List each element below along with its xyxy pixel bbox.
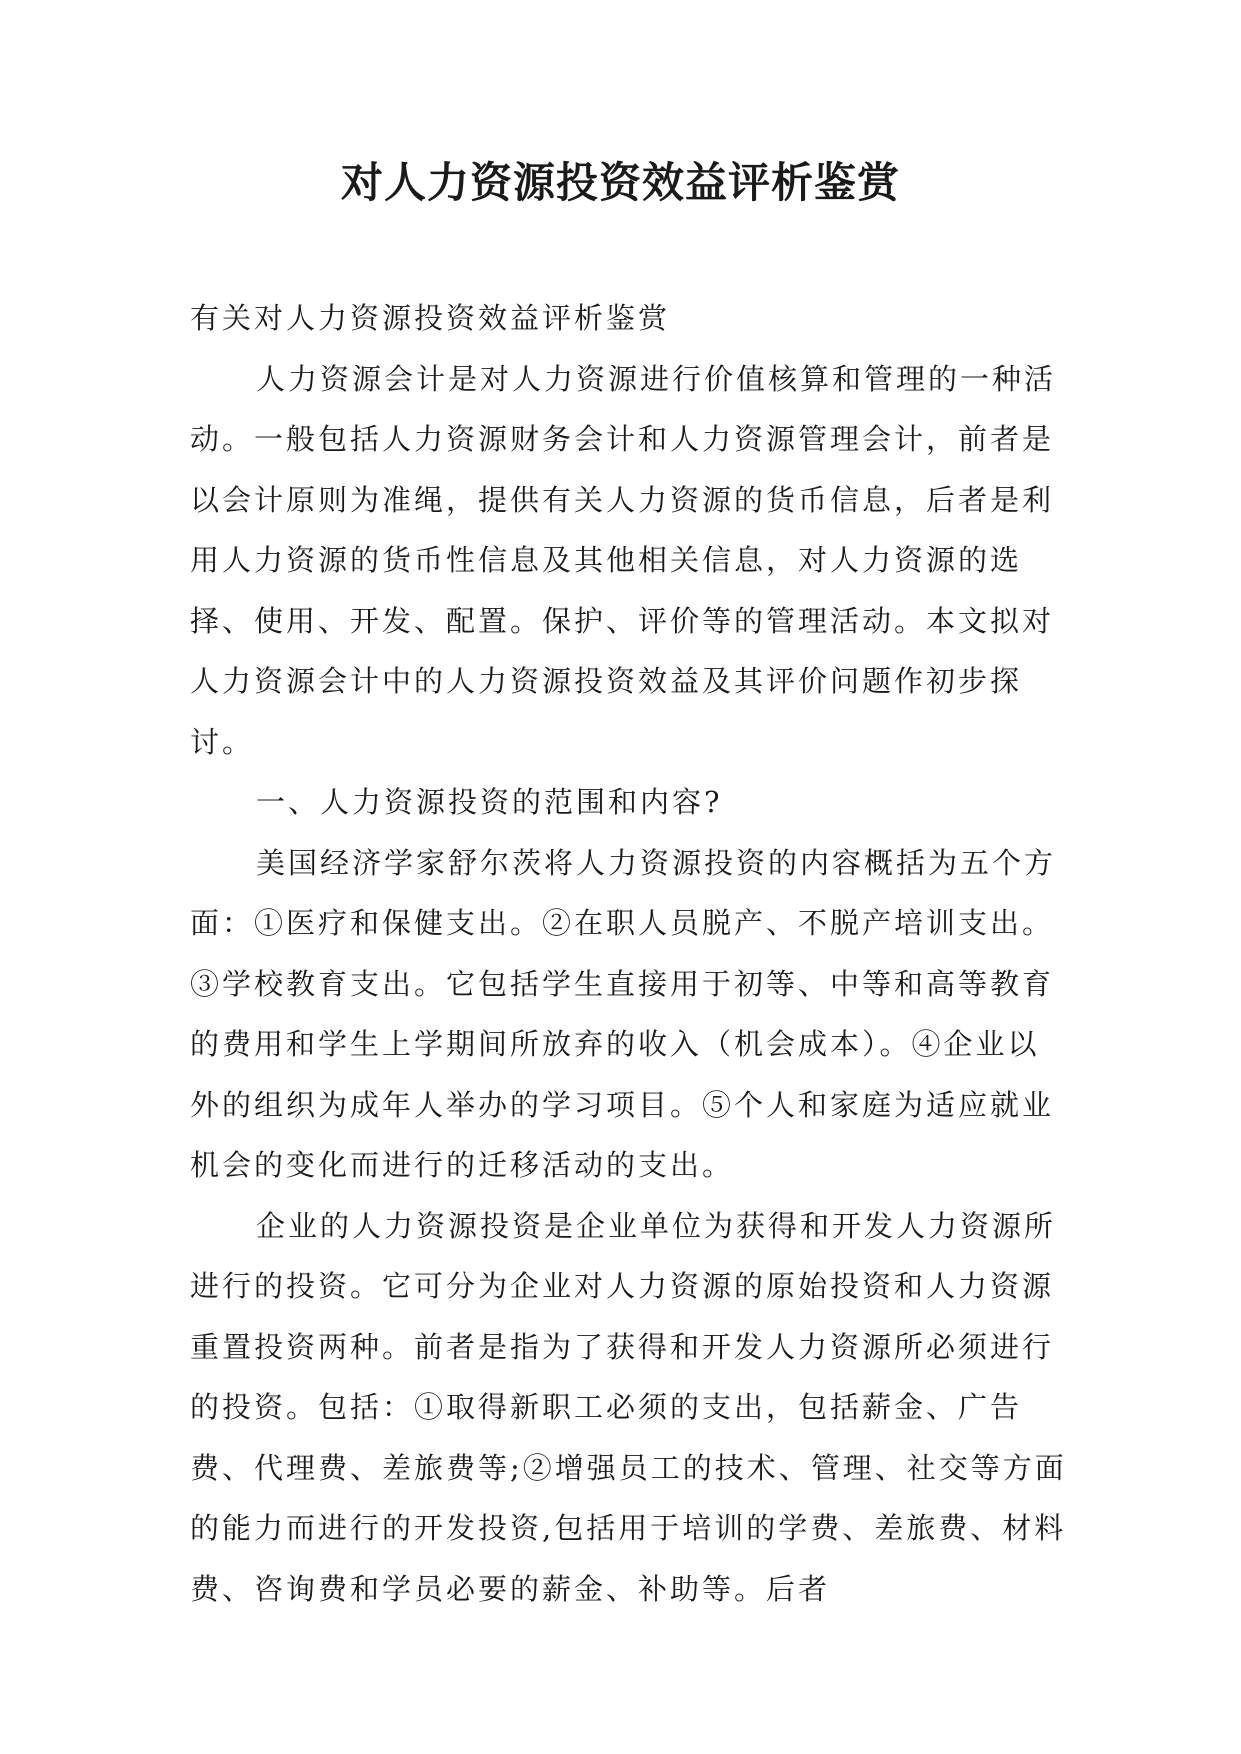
paragraph-schultz: 美国经济学家舒尔茨将人力资源投资的内容概括为五个方面：①医疗和保健支出。②在职人员脱产、不脱产培训支出。③学校教育支出。它包括学生直接用于初等、中等和高等教育的费用和学生上学期间所放弃的收入（机会成本）。④企业以外的组织为成年人举办的学习项目。⑤个人和家庭为适应就业机会的变化而进行的迁移活动的支出。: [190, 845, 1057, 1182]
document-body: [190, 288, 1070, 1619]
paragraph-enterprise-investment: 企业的人力资源投资是企业单位为获得和开发人力资源所进行的投资。它可分为企业对人力资源的原始投资和人力资源重置投资两种。前者是指为了获得和开发人力资源所必须进行的投资。包括：①取得新职工必须的支出，包括薪金、广告费、代理费、差旅费等;②增强员工的技术、管理、社交等方面的能力而进行的开发投资,包括用于培训的学费、差旅费、材料费、咨询费和学员必要的薪金、补助等。后者: [190, 1208, 1067, 1606]
paragraph-intro: 人力资源会计是对人力资源进行价值核算和管理的一种活动。一般包括人力资源财务会计和人力资源管理会计，前者是以会计原则为准绳，提供有关人力资源的货币信息，后者是利用人力资源的货币性信息及其他相关信息，对人力资源的选择、使用、开发、配置。保护、评价等的管理活动。本文拟对人力资源会计中的人力资源投资效益及其评价问题作初步探讨。: [190, 361, 1057, 759]
document-title: 对人力资源投资效益评析鉴赏: [340, 158, 900, 207]
paragraph-subtitle: 有关对人力资源投资效益评析鉴赏: [190, 301, 671, 335]
section-heading-1: 一、人力资源投资的范围和内容?: [256, 785, 723, 819]
